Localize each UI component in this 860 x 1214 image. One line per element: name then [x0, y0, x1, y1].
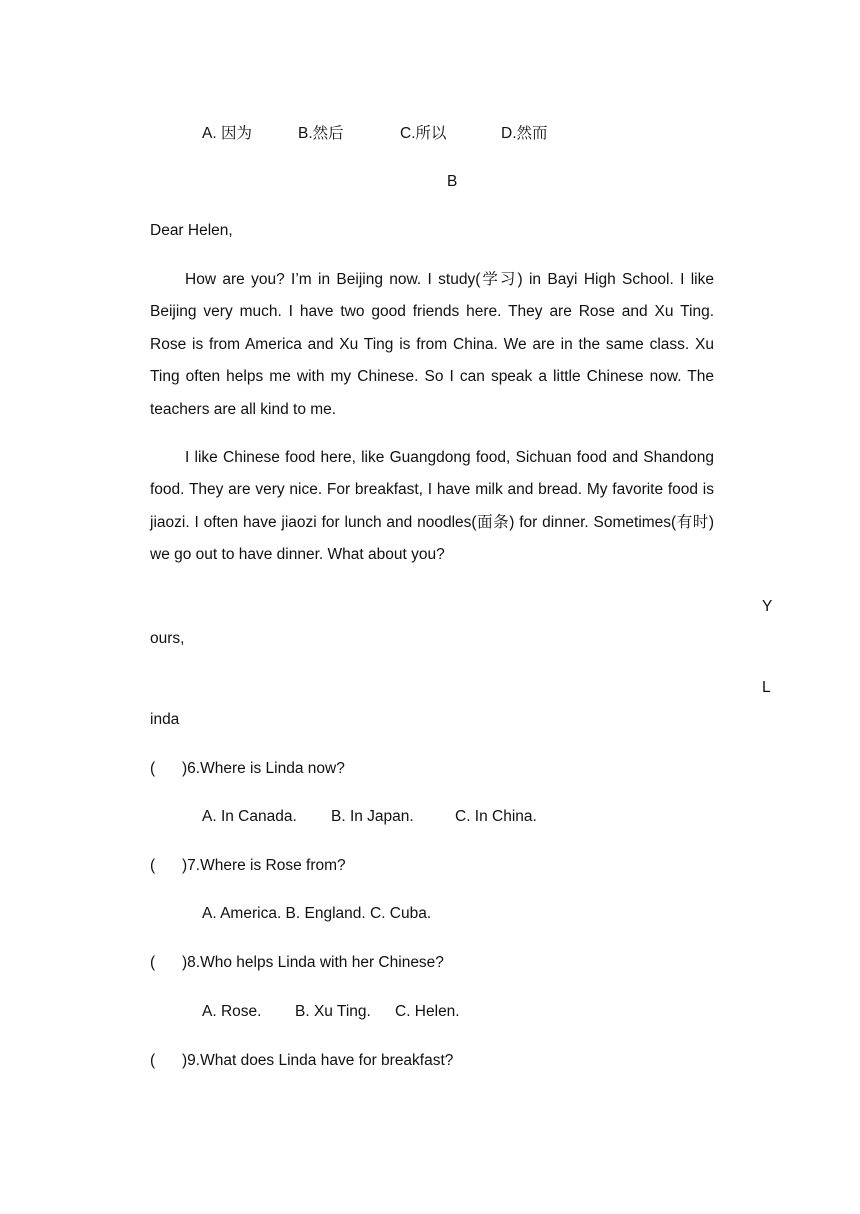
question-option: C. In China. [455, 808, 537, 825]
letter-paragraph-1: How are you? I’m in Beijing now. I study(学习) in Bayi High School. I like Beijing very much. I have two good friends here. They are Rose and Xu Ting. Rose is from America and Xu Ting is from China. We are in the same class. Xu Ting often helps me with my Chinese. So I can speak a little Chinese now. The teachers are all kind to me. [150, 271, 714, 418]
question-option: B. In Japan. [331, 808, 414, 825]
question-option: A. In Canada. [202, 808, 297, 825]
question-text: )9.What does Linda have for breakfast? [182, 1052, 454, 1069]
signature-first-letter: L [762, 679, 771, 696]
answer-paren: ( [150, 954, 156, 971]
closing-first-letter: Y [762, 598, 773, 615]
option-c: C.所以 [400, 125, 447, 142]
question-option: A. Rose. [202, 1003, 262, 1020]
question-text: )8.Who helps Linda with her Chinese? [182, 954, 444, 971]
question-options-line: A. America. B. England. C. Cuba. [202, 905, 432, 922]
option-b: B.然后 [298, 125, 344, 142]
letter-paragraph-2: I like Chinese food here, like Guangdong food, Sichuan food and Shandong food. They are very nice. For breakfast, I have milk and bread. My favorite food is jiaozi. I often have jiaozi for lunch and noodles(面条) for dinner. Sometimes(有时) we go out to have dinner. What about you? [150, 449, 714, 564]
option-d: D.然而 [501, 125, 548, 142]
question-option: B. Xu Ting. [295, 1003, 371, 1020]
answer-paren: ( [150, 857, 156, 874]
question-option: C. Helen. [395, 1003, 460, 1020]
question-text: )6.Where is Linda now? [182, 760, 345, 777]
option-a: A. 因为 [202, 125, 252, 142]
closing-rest: ours, [150, 630, 185, 647]
signature-rest: inda [150, 711, 180, 728]
answer-paren: ( [150, 760, 156, 777]
answer-paren: ( [150, 1052, 156, 1069]
section-label: B [447, 173, 458, 190]
letter-greeting: Dear Helen, [150, 222, 233, 239]
question-text: )7.Where is Rose from? [182, 857, 346, 874]
